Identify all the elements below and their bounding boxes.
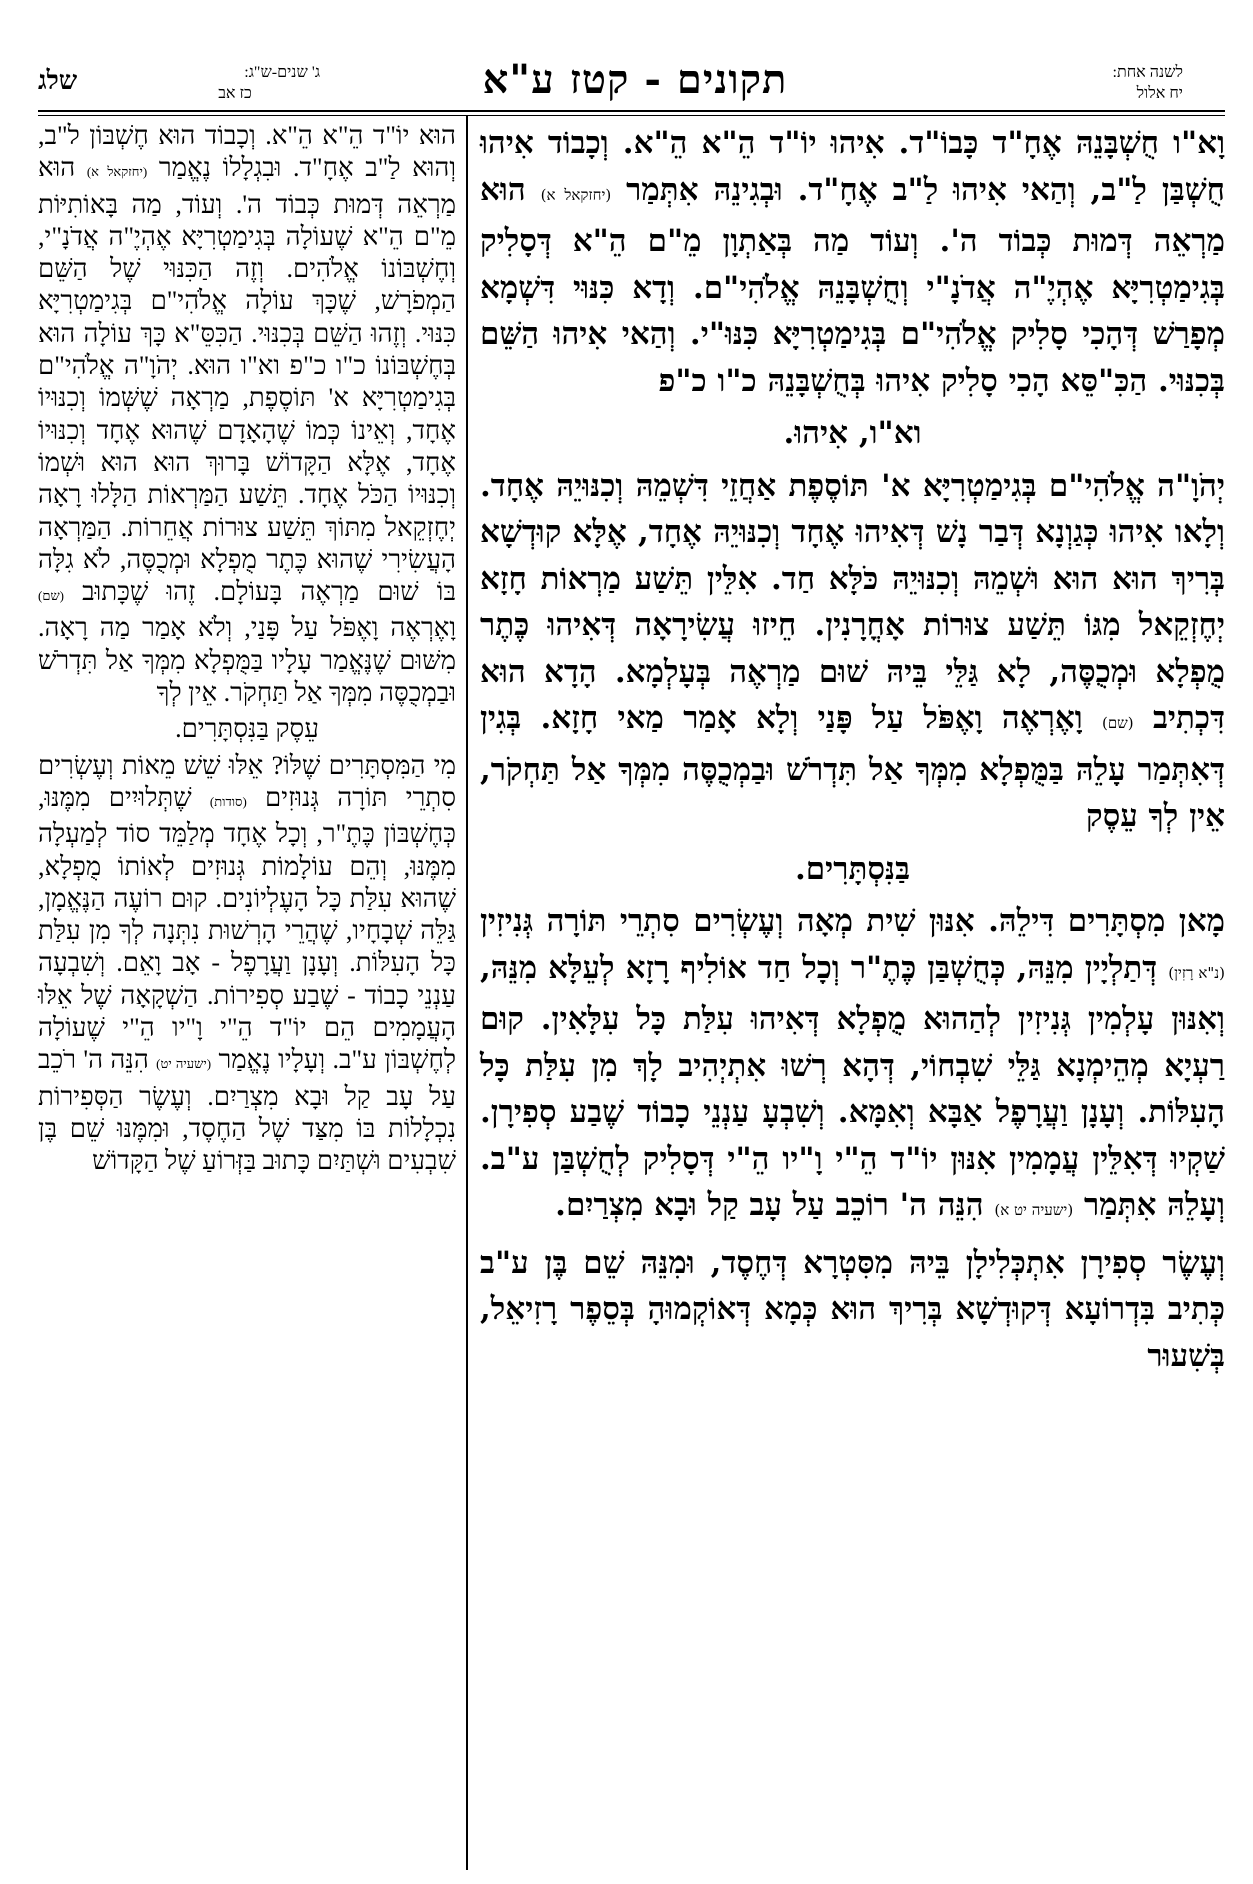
translation-paragraph: הוּא יוֹ"ד הֵ"א הֵ"א. וְכָבוֹד הוּא חֶשְׁבּוֹן ל"ב, וְהוּא לַ"ב אֶחָ"ד. וּבִגְלָלוֹ נֶאֱמַר (יחזקאל א) הוּא מַרְאֵה דְּמוּת כְּבוֹד ה'. וְעוֹד, מַה בָּאוֹתִיּוֹת מֵ"ם הֵ"א שֶׁעוֹלָה בְּגִימַטְרִיָּא אֶהְיֶ"ה אֲדֹנָ"י, וְחֶשְׁבּוֹנוֹ אֱלֹהִים. וְזֶה הַכִּנּוּי שֶׁל הַשֵּׁם הַמְפֹרָשׁ, שֶׁכָּךְ עוֹלָה אֱלֹהִי"ם בְּגִימַטְרִיָּא כִּנּוּי. וְזֶהוּ הַשֵּׁם בְּכִנּוּי. הַכִּסֵּ"א כָּךְ עוֹלָה הוּא בְּחֶשְׁבּוֹנוֹ כ"ו כ"פ וא"ו הוּא. יְהֹוָ"ה אֱלֹהִי"ם בְּגִימַטְרִיָּא א' תּוֹסֶפֶת, מַרְאָה שֶׁשְּׁמוֹ וְכִנּוּיוֹ אֶחָד, וְאֵינוֹ כְּמוֹ שֶׁהָאָדָם שֶׁהוּא אֶחָד וְכִנּוּיוֹ אֶחָד, אֶלָּא הַקָּדוֹשׁ בָּרוּךְ הוּא הוּא וּשְׁמוֹ וְכִנּוּיוֹ הַכֹּל אֶחָד. תֵּשַׁע הַמַּרְאוֹת הַלָּלוּ רָאָה יְחֶזְקֵאל מִתּוֹךְ תֵּשַׁע צוּרוֹת אֲחֵרוֹת. הַמַּרְאָה הָעֲשִׂירִי שֶׁהוּא כֶּתֶר מֻפְלָא וּמְכֻסֶּה, לֹא גִלָּה בּוֹ שׁוּם מַרְאֶה בָּעוֹלָם. זֶהוּ שֶׁכָּתוּב (שם) וָאֶרְאֶה וָאֶפֹּל עַל פָּנַי, וְלֹא אָמַר מַה רָאָה. מִשּׁוּם שֶׁנֶּאֱמַר עָלָיו בַּמֻּפְלָא מִמְּךָ אַל תִּדְרֹשׁ וּבַמְכֻסֶּה מִמְּךָ אַל תַּחְקֹר. אֵין לְךָ: [38, 121, 457, 708]
page-title: תקונים - קטז ע"א: [482, 56, 788, 103]
header-rule: [38, 110, 1225, 112]
source-reference: (נ"א רָזִין): [1168, 963, 1226, 982]
source-reference: (ישעיה יט): [156, 1056, 212, 1072]
main-paragraph: מָאן מִסְתָּרִים דִּילֵהּ. אִנּוּן שִׁית מְאָה וְעֶשְׂרִים סִתְרֵי תּוֹרָה גְּנִיזִין (נ"א רָזִין) דְּתַלְיָין מִנֵּהּ, כְּחֻשְׁבַּן כֶּתֶ"ר וְכָל חַד אוֹלִיף רָזָא לְעֵלָּא מִנֵּהּ, וְאִנּוּן עָלְמִין גְּנִיזִין לְהַהוּא מֻפְלָא דְּאִיהוּ עִלַּת כָּל עִלָּאִין. קוּם רַעְיָא מְהֵימְנָא גַּלֵּי שִׁבְחוֹי, דְּהָא רְשׁוּ אִתְיְהִיב לָךְ מִן עִלַּת כָּל הָעִלּוֹת. וְעָנָן וַעֲרָפֶל אַבָּא וְאִמָּא. וְשִׁבְעָ עַנְנֵי כָבוֹד שֶׁבַע סְפִירָן. שַׁקְיוּ דְּאִלֵּין עֲמָמִין אִנּוּן יוֹ"ד הֵ"י וָ"יו הֵ"י דְּסָלִיק לְחֻשְׁבַּן ע"ב. וְעָלֵהּ אִתְּמַר (ישעיה יט א) הִנֵּה ה' רוֹכֵב עַל עָב קַל וּבָא מִצְרַיִם.: [480, 903, 1226, 1223]
translation-column: [38, 120, 456, 1178]
running-header-left: [150, 62, 320, 104]
translation-paragraph: מִי הַמִּסְתָּרִים שֶׁלּוֹ? אֵלּוּ שֵׁשׁ מֵאוֹת וְעֶשְׂרִים סִתְרֵי תּוֹרָה גְּנוּזִים (סודות) שֶׁתְּלוּיִים מִמֶּנּוּ, כְּחֶשְׁבּוֹן כֶּתֶ"ר, וְכָל אֶחָד מְלַמֵּד סוֹד לְמַעְלָה מִמֶּנּוּ, וְהֵם עוֹלָמוֹת גְּנוּזִים לְאוֹתוֹ מֻפְלָא, שֶׁהוּא עִלַּת כָּל הָעֶלְיוֹנִים. קוּם רוֹעֶה הַנֶּאֱמָן, גַּלֵּה שְׁבָחָיו, שֶׁהֲרֵי הָרְשׁוּת נִתְּנָה לְךָ מִן עִלַּת כָּל הָעִלּוֹת. וְעָנָן וַעֲרָפֶל - אָב וָאֵם. וְשִׁבְעָה עַנְנֵי כָבוֹד - שֶׁבַע סְפִירוֹת. הַשְׁקָאָה שֶׁל אֵלּוּ הָעֲמָמִים הֵם יוֹ"ד הֵ"י וָ"יו הֵ"י שֶׁעוֹלָה לְחֶשְׁבּוֹן ע"ב. וְעָלָיו נֶאֱמַר (ישעיה יט) הִנֵּה ה' רֹכֵב עַל עָב קַל וּבָא מִצְרַיִם. וְעֶשֶׂר הַסְּפִירוֹת נִכְלָלוֹת בּוֹ מִצַּד שֶׁל הַחֶסֶד, וּמִמֶּנּוּ שֵׁם בֶּן שִׁבְעִים וּשְׁתַּיִם כָּתוּב בַּזְּרוֹעַ שֶׁל הַקָּדוֹשׁ: [38, 750, 457, 1176]
main-paragraph-end-line: בַּנִּסְתָּרִים.: [794, 850, 911, 887]
date-three-years: כז אב: [218, 85, 252, 102]
source-reference: (ישעיה יט א): [994, 1201, 1074, 1219]
main-paragraph-end-line: וא"ו, אִיהוּ.: [783, 415, 922, 451]
main-text-column: [480, 120, 1225, 1379]
page-number: שלג: [38, 66, 78, 96]
main-paragraph: וָא"ו חֻשְׁבָּנֵהּ אֶחָ"ד כָּבוֹ"ד. אִיהוּ יוֹ"ד הֵ"א הֵ"א. וְכָבוֹד אִיהוּ חֻשְׁבַּן לַ"ב, וְהַאי אִיהוּ לַ"ב אֶחָ"ד. וּבְגִינֵהּ אִתְּמַר (יחזקאל א) הוּא מַרְאֵה דְּמוּת כְּבוֹד ה'. וְעוֹד מַה בְּאַתְוָן מֵ"ם הֵ"א דְּסָלִיק בְּגִימַטְרִיָּא אֶהְיֶ"ה אֲדֹנָ"י וְחֻשְׁבָּנֵהּ אֱלֹהִי"ם. וְדָא כִּנּוּי דִּשְׁמָא מְפָרַשׁ דְּהָכִי סָלִיק אֱלֹהִי"ם בְּגִימַטְרִיָּא כִּנּוּ"י. וְהַאי אִיהוּ הַשֵּׁם בְּכִנּוּי. הַכִּ"סֵּא הָכִי סָלִיק אִיהוּ בְּחֻשְׁבָּנֵהּ כ"ו כ"פ: [480, 125, 1225, 399]
date-one-year: יח אלול: [1136, 85, 1183, 102]
schedule-one-year: לשנה אחת:: [1112, 64, 1183, 81]
column-divider: [466, 115, 468, 1870]
schedule-three-years: ג' שנים-ש"ג:: [244, 64, 320, 81]
main-paragraph: יְהֹוָ"ה אֱלֹהִי"ם בְּגִימַטְרִיָּא א' תּוֹסֶפֶת אַחֲזֵי דִּשְׁמֵהּ וְכִנּוּיֵהּ אֶחָד. וְלָאו אִיהוּ כְּגַוְנָא דְּבַר נָשׁ דְּאִיהוּ אֶחָד וְכִנּוּיֵהּ אֶחָד, אֶלָּא קוּדְשָׁא בְּרִיךְ הוּא הוּא וּשְׁמֵהּ וְכִנּוּיֵהּ כֹּלָּא חַד. אִלֵּין תֵּשַׁע מַרְאוֹת חָזָא יְחֶזְקֵאל מִגּוֹ תֵּשַׁע צוּרוֹת אָחֳרָנִין. חֵיזוּ עֲשִׂירָאָה דְּאִיהוּ כֶּתֶר מֻפְלָא וּמְכֻסֶּה, לָא גַּלֵּי בֵּיהּ שׁוּם מַרְאֶה בְּעָלְמָא. הָדָא הוּא דִּכְתִיב (שם) וָאֶרְאֶה וָאֶפֹּל עַל פָּנַי וְלָא אָמַר מַאי חָזָא. בְּגִין דְּאִתְּמַר עָלֵהּ בַּמֻּפְלָא מִמְּךָ אַל תִּדְרֹשׁ וּבַמְכֻסֶּה מִמְּךָ אַל תַּחְקֹר, אֵין לְךָ עֵסֶק: [480, 467, 1225, 834]
source-reference: (שם): [1101, 714, 1134, 732]
source-reference: (יחזקאל א): [540, 185, 612, 204]
source-reference: (שם): [38, 588, 64, 604]
header-rule-thin: [38, 115, 1225, 116]
main-paragraph: וְעֶשֶׂר סְפִירָן אִתְכְּלִילָן בֵּיהּ מִסִּטְרָא דְּחֶסֶד, וּמִנֵּהּ שֵׁם בֶּן ע"ב כְּתִיב בִּדְרוֹעָא דְּקוּדְשָׁא בְּרִיךְ הוּא כְּמָא דְּאוֹקְמוּהָ בְּסֵפֶר רָזִיאֵל, בְּשִׁעוּר: [480, 1244, 1225, 1374]
source-reference: (יחזקאל א): [86, 164, 148, 180]
translation-paragraph-end-line: עֵסֶק בַּנִּסְתָּרִים.: [175, 714, 319, 744]
running-header-right: [1063, 62, 1183, 104]
source-reference: (סודות): [209, 793, 247, 809]
